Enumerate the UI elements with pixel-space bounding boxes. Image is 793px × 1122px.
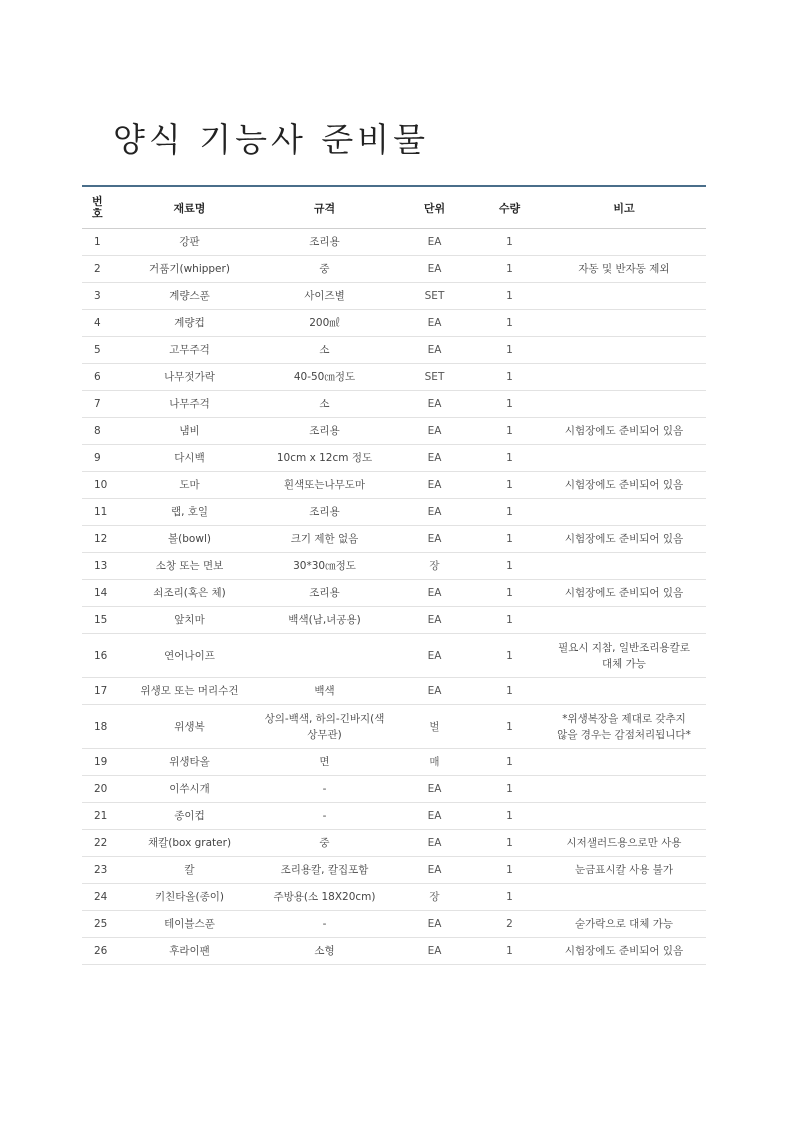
cell-spec: 40-50㎝정도 [257,364,392,391]
cell-note [542,705,706,749]
cell-name: 후라이팬 [122,938,257,965]
cell-name: 위생타올 [122,749,257,776]
cell-note-line1: 필요시 지참, 일반조리용칼로 [558,641,690,654]
cell-spec: 소 [257,337,392,364]
cell-spec: - [257,776,392,803]
cell-name: 거품기(whipper) [122,256,257,283]
cell-unit: EA [392,229,477,256]
cell-qty: 1 [477,678,542,705]
cell-unit: EA [392,418,477,445]
cell-qty: 1 [477,229,542,256]
cell-spec-line2: 상무관) [307,728,342,741]
cell-no: 6 [82,364,122,391]
cell-no: 4 [82,310,122,337]
cell-note [542,749,706,776]
cell-note [542,607,706,634]
table-header-row [82,186,706,229]
cell-name: 소창 또는 면보 [122,553,257,580]
cell-name: 테이블스푼 [122,911,257,938]
cell-unit: 벌 [392,705,477,749]
cell-spec: - [257,911,392,938]
header-no [82,186,122,229]
table-row [82,938,706,965]
table-row [82,678,706,705]
cell-note [542,391,706,418]
cell-qty: 1 [477,337,542,364]
cell-name: 쇠조리(혹은 체) [122,580,257,607]
cell-note: 숟가락으로 대체 가능 [542,911,706,938]
cell-spec: 10cm x 12cm 정도 [257,445,392,472]
cell-qty: 1 [477,445,542,472]
cell-spec: 소 [257,391,392,418]
cell-no: 22 [82,830,122,857]
table-row [82,418,706,445]
cell-unit: EA [392,499,477,526]
table-row [82,749,706,776]
cell-spec: 조리용 [257,229,392,256]
cell-unit: EA [392,634,477,678]
cell-no: 1 [82,229,122,256]
cell-no: 10 [82,472,122,499]
cell-spec: 소형 [257,938,392,965]
cell-note-line2: 대체 가능 [602,657,646,670]
table-body [82,229,706,965]
cell-unit: EA [392,580,477,607]
cell-qty: 2 [477,911,542,938]
cell-spec [257,705,392,749]
cell-qty: 1 [477,364,542,391]
cell-qty: 1 [477,418,542,445]
cell-qty: 1 [477,472,542,499]
header-name: 재료명 [173,201,206,215]
cell-unit: EA [392,830,477,857]
header-no-line2: 호 [92,206,103,220]
cell-unit: EA [392,256,477,283]
cell-qty: 1 [477,391,542,418]
cell-note-line1: *위생복장을 제대로 갖추지 [562,712,686,725]
cell-note: 시저샐러드용으로만 사용 [542,830,706,857]
cell-name: 계량스푼 [122,283,257,310]
cell-name: 채칼(box grater) [122,830,257,857]
cell-no: 16 [82,634,122,678]
cell-no: 8 [82,418,122,445]
cell-name: 강판 [122,229,257,256]
table-row [82,857,706,884]
cell-qty: 1 [477,256,542,283]
cell-spec: 조리용 [257,418,392,445]
cell-note-line2: 않을 경우는 감점처리됩니다* [557,728,691,741]
table-row [82,776,706,803]
table-row [82,526,706,553]
cell-name: 나무젓가락 [122,364,257,391]
cell-spec: 200㎖ [257,310,392,337]
cell-qty: 1 [477,830,542,857]
cell-name: 고무주걱 [122,337,257,364]
cell-spec: 30*30㎝정도 [257,553,392,580]
cell-spec: 중 [257,256,392,283]
cell-no: 18 [82,705,122,749]
cell-note [542,445,706,472]
cell-spec [257,634,392,678]
cell-note [542,634,706,678]
cell-note [542,499,706,526]
cell-spec: 백색 [257,678,392,705]
cell-no: 25 [82,911,122,938]
cell-no: 26 [82,938,122,965]
cell-unit: EA [392,857,477,884]
cell-name: 앞치마 [122,607,257,634]
table-row [82,553,706,580]
cell-unit: EA [392,310,477,337]
cell-qty: 1 [477,607,542,634]
cell-note [542,884,706,911]
table-row [82,337,706,364]
cell-note [542,310,706,337]
cell-name: 종이컵 [122,803,257,830]
cell-qty: 1 [477,499,542,526]
cell-unit: EA [392,607,477,634]
cell-unit: EA [392,911,477,938]
cell-unit: 장 [392,553,477,580]
cell-spec: 크기 제한 없음 [257,526,392,553]
cell-note [542,553,706,580]
cell-name: 나무주걱 [122,391,257,418]
cell-no: 12 [82,526,122,553]
cell-qty: 1 [477,580,542,607]
header-unit: 단위 [423,201,446,215]
cell-unit: 장 [392,884,477,911]
cell-name: 냄비 [122,418,257,445]
cell-qty: 1 [477,749,542,776]
cell-no: 7 [82,391,122,418]
cell-unit: EA [392,391,477,418]
cell-note [542,364,706,391]
header-note: 비고 [613,201,635,215]
cell-no: 19 [82,749,122,776]
table-row [82,499,706,526]
cell-qty: 1 [477,884,542,911]
table-row [82,705,706,749]
page-title: 양식 기능사 준비물 [113,120,430,159]
cell-qty: 1 [477,553,542,580]
cell-unit: EA [392,803,477,830]
cell-qty: 1 [477,776,542,803]
cell-note [542,678,706,705]
cell-qty: 1 [477,310,542,337]
cell-note: 자동 및 반자동 제외 [542,256,706,283]
cell-qty: 1 [477,705,542,749]
cell-no: 3 [82,283,122,310]
cell-spec: 흰색또는나무도마 [257,472,392,499]
cell-spec: - [257,803,392,830]
header-spec: 규격 [313,201,336,215]
cell-no: 14 [82,580,122,607]
cell-no: 17 [82,678,122,705]
cell-unit: EA [392,938,477,965]
cell-unit: EA [392,472,477,499]
cell-spec: 면 [257,749,392,776]
cell-note: 시험장에도 준비되어 있음 [542,472,706,499]
cell-name: 도마 [122,472,257,499]
cell-spec: 조리용 [257,580,392,607]
cell-no: 13 [82,553,122,580]
cell-no: 24 [82,884,122,911]
cell-name: 칼 [122,857,257,884]
cell-note: 시험장에도 준비되어 있음 [542,526,706,553]
cell-note: 시험장에도 준비되어 있음 [542,580,706,607]
table-row [82,472,706,499]
cell-name: 이쑤시개 [122,776,257,803]
cell-qty: 1 [477,634,542,678]
cell-spec: 사이즈별 [257,283,392,310]
cell-note [542,337,706,364]
cell-no: 20 [82,776,122,803]
table-row [82,830,706,857]
table-row [82,256,706,283]
cell-name: 연어나이프 [122,634,257,678]
table-row [82,911,706,938]
header-qty: 수량 [498,201,521,215]
table-row [82,445,706,472]
cell-name: 키친타올(종이) [122,884,257,911]
table-row [82,310,706,337]
cell-qty: 1 [477,526,542,553]
cell-note: 눈금표시칼 사용 불가 [542,857,706,884]
table-row [82,364,706,391]
cell-name: 위생복 [122,705,257,749]
cell-spec: 백색(남,녀공용) [257,607,392,634]
table-row [82,607,706,634]
cell-no: 23 [82,857,122,884]
cell-unit: EA [392,445,477,472]
cell-note: 시험장에도 준비되어 있음 [542,418,706,445]
table-row [82,391,706,418]
cell-name: 볼(bowl) [122,526,257,553]
cell-unit: 매 [392,749,477,776]
cell-unit: EA [392,337,477,364]
cell-unit: SET [392,283,477,310]
cell-note [542,776,706,803]
cell-no: 21 [82,803,122,830]
cell-note [542,803,706,830]
table-row [82,884,706,911]
cell-name: 랩, 호일 [122,499,257,526]
cell-qty: 1 [477,857,542,884]
header-no-line1: 번 [92,194,103,208]
table-row [82,634,706,678]
table-row [82,283,706,310]
cell-name: 계량컵 [122,310,257,337]
cell-no: 5 [82,337,122,364]
materials-table [82,185,706,965]
cell-unit: EA [392,526,477,553]
cell-spec: 주방용(소 18X20cm) [257,884,392,911]
cell-unit: EA [392,776,477,803]
cell-spec-line1: 상의-백색, 하의-긴바지(색 [264,712,385,725]
cell-unit: SET [392,364,477,391]
cell-no: 11 [82,499,122,526]
cell-qty: 1 [477,938,542,965]
cell-name: 다시백 [122,445,257,472]
cell-note [542,229,706,256]
cell-note: 시험장에도 준비되어 있음 [542,938,706,965]
cell-no: 2 [82,256,122,283]
cell-no: 9 [82,445,122,472]
table-row [82,229,706,256]
cell-unit: EA [392,678,477,705]
cell-note [542,283,706,310]
cell-name: 위생모 또는 머리수건 [122,678,257,705]
cell-qty: 1 [477,283,542,310]
cell-no: 15 [82,607,122,634]
table-row [82,803,706,830]
cell-spec: 조리용 [257,499,392,526]
table-row [82,580,706,607]
cell-spec: 중 [257,830,392,857]
cell-qty: 1 [477,803,542,830]
cell-spec: 조리용칼, 칼집포함 [257,857,392,884]
